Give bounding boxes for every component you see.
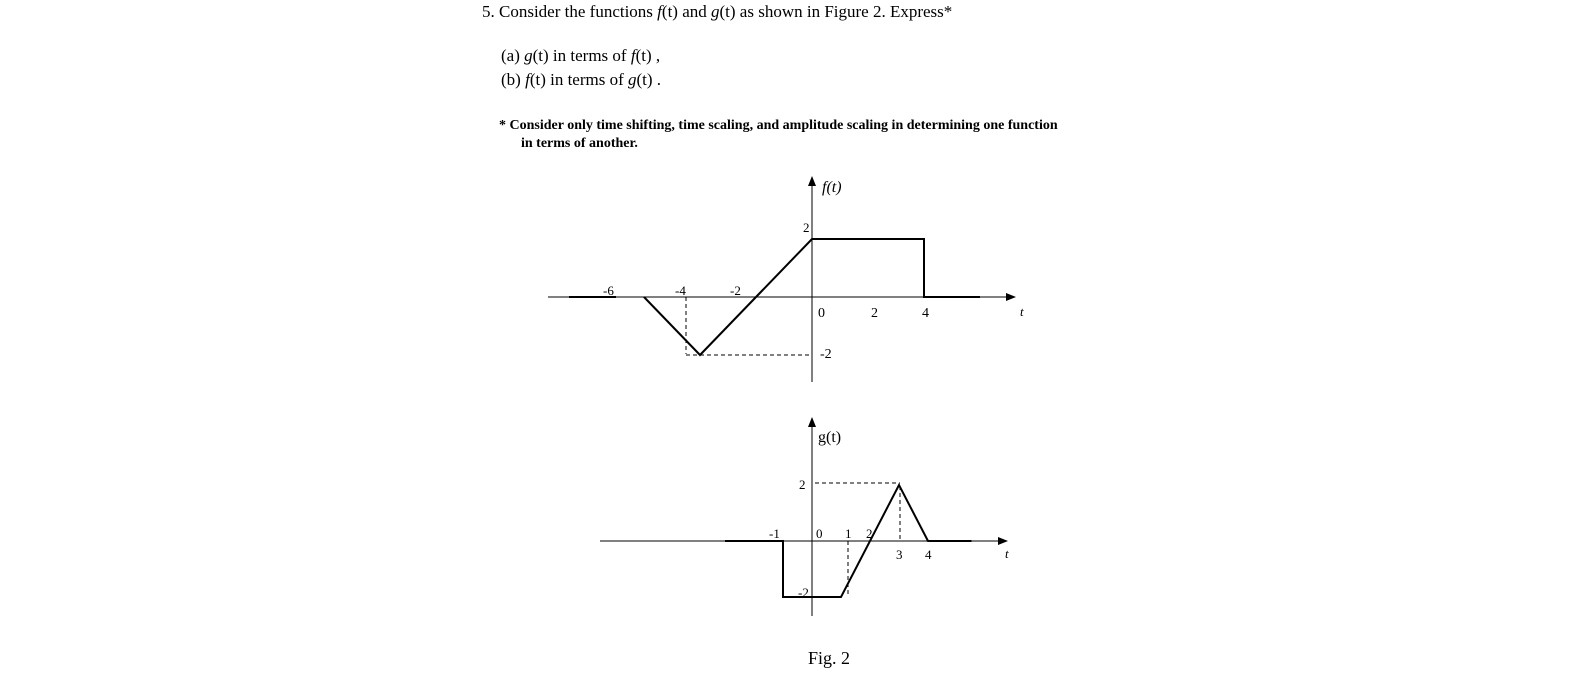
part-a-label: (a) bbox=[501, 46, 525, 65]
g-xtick-2: 2 bbox=[866, 526, 873, 541]
question-middle: and bbox=[677, 2, 711, 21]
f-plot bbox=[548, 177, 1024, 382]
f-xtick-neg2: -2 bbox=[730, 283, 741, 298]
f-xtick-0: 0 bbox=[818, 306, 825, 321]
part-b-end: (t) . bbox=[636, 70, 662, 89]
part-a-fn: g bbox=[524, 46, 533, 65]
figure-caption: Fig. 2 bbox=[808, 648, 851, 668]
part-a-other: f bbox=[630, 46, 636, 65]
g-ytick-neg2: -2 bbox=[798, 585, 809, 600]
f-xlabel: t bbox=[1020, 304, 1024, 319]
question-suffix: as shown in Figure 2. Express* bbox=[735, 2, 953, 21]
part-b-arg: (t) bbox=[529, 70, 546, 89]
g-ytick-2: 2 bbox=[799, 477, 806, 492]
part-b-label: (b) bbox=[501, 70, 526, 89]
f-xtick-neg6: -6 bbox=[603, 283, 614, 298]
question-f-arg: (t) bbox=[661, 2, 678, 21]
f-xtick-2: 2 bbox=[871, 306, 878, 321]
part-b-mid: in terms of bbox=[545, 70, 629, 89]
f-label: f(t) bbox=[822, 179, 842, 196]
footnote-line2: in terms of another. bbox=[521, 136, 638, 151]
g-xtick-4: 4 bbox=[925, 547, 932, 562]
f-xtick-4: 4 bbox=[922, 306, 929, 321]
part-a-end: (t) , bbox=[635, 46, 661, 65]
question-g: g bbox=[711, 2, 720, 21]
g-xtick-1: 1 bbox=[845, 526, 852, 541]
footnote-line1: Consider only time shifting, time scaling, and amplitude scaling in determining one function bbox=[509, 118, 1058, 133]
g-plot bbox=[600, 418, 1009, 616]
question-prefix: 5. Consider the functions bbox=[482, 2, 658, 21]
f-ytick-2: 2 bbox=[803, 220, 810, 235]
f-ytick-neg2: -2 bbox=[820, 347, 832, 362]
g-label: g(t) bbox=[818, 429, 842, 446]
part-a-mid: in terms of bbox=[548, 46, 631, 65]
part-a-arg: (t) bbox=[532, 46, 549, 65]
part-b-fn: f bbox=[525, 70, 530, 89]
f-xtick-neg4: -4 bbox=[675, 283, 686, 298]
g-xlabel: t bbox=[1005, 546, 1009, 561]
question-g-arg: (t) bbox=[719, 2, 736, 21]
g-xtick-neg1: -1 bbox=[769, 526, 780, 541]
g-xtick-0: 0 bbox=[816, 526, 823, 541]
footnote-star: * bbox=[499, 118, 510, 133]
part-b-other: g bbox=[628, 70, 637, 89]
question-f: f bbox=[657, 2, 662, 21]
g-xtick-3: 3 bbox=[896, 547, 903, 562]
